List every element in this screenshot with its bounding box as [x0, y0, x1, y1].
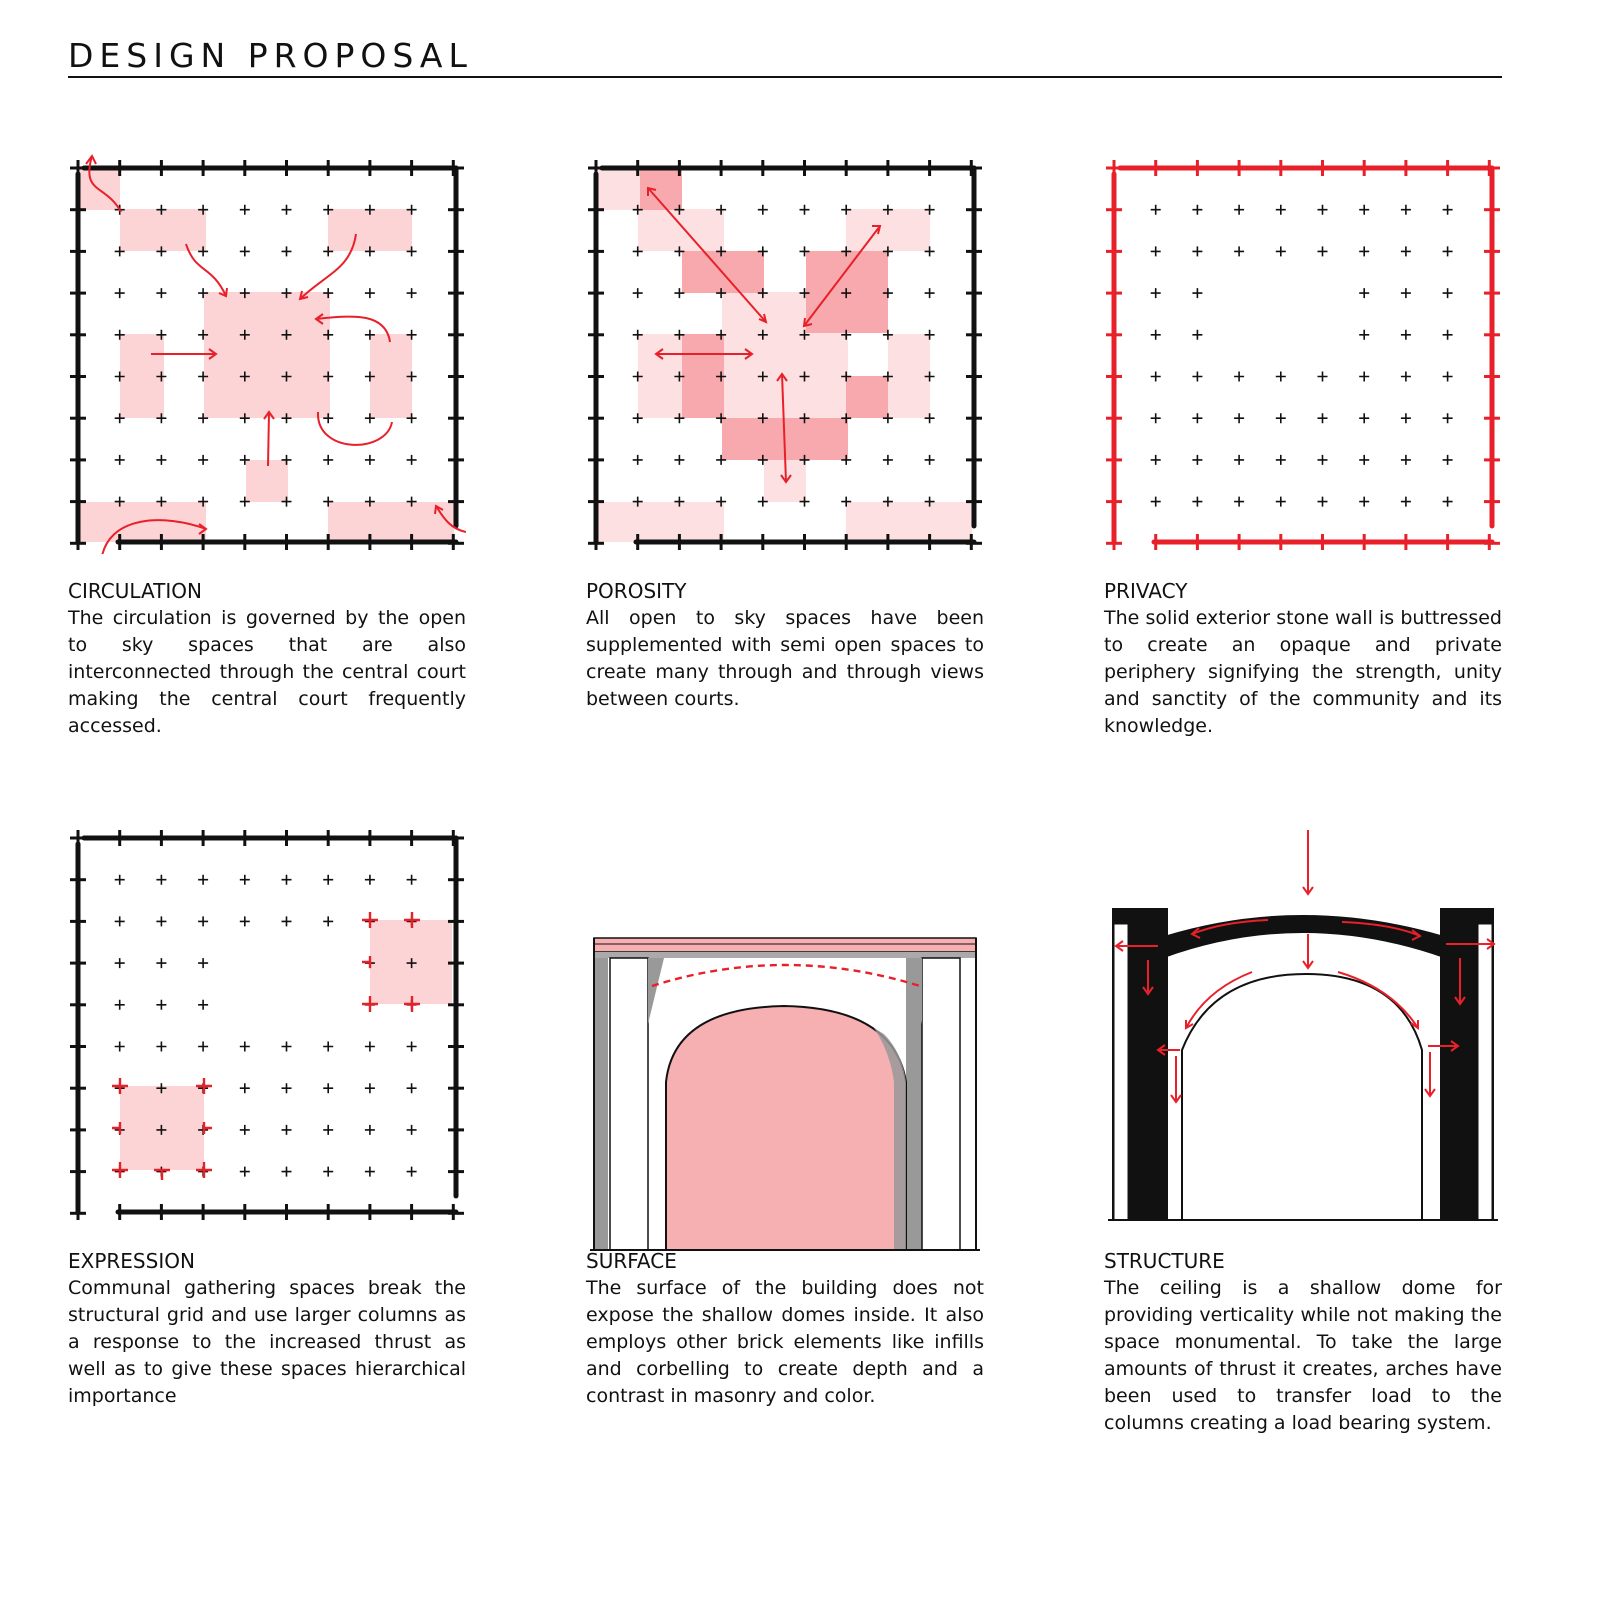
caption-expression	[68, 1248, 466, 1410]
caption-heading: CIRCULATION	[68, 579, 202, 603]
structure-section	[1102, 824, 1502, 1224]
caption-circulation	[68, 578, 466, 740]
corbel-band	[594, 938, 976, 952]
caption-structure	[1104, 1248, 1502, 1437]
caption-heading: POROSITY	[586, 579, 687, 603]
court-fill-group	[80, 166, 454, 542]
page-title: DESIGN PROPOSAL	[68, 36, 473, 75]
left-infill-shadow	[594, 958, 608, 1250]
caption-text: All open to sky spaces have been supplemented with semi open spaces to create many through and through views between courts.	[586, 607, 984, 710]
caption-surface	[586, 1248, 984, 1410]
caption-text: The surface of the building does not expose the shallow domes inside. It also employs other brick elements like infills and corbelling to create depth and a contrast in masonry and color.	[586, 1277, 984, 1407]
caption-porosity	[586, 578, 984, 713]
column-grid	[1151, 205, 1453, 507]
caption-text: The circulation is governed by the open to sky spaces that are also interconnected through the central court making the central court frequently accessed.	[68, 607, 466, 737]
caption-heading: STRUCTURE	[1104, 1249, 1225, 1273]
right-pier	[922, 958, 960, 1250]
caption-text: The solid exterior stone wall is buttressed to create an opaque and private periphery signifying the strength, unity and sanctity of the community and its knowledge.	[1104, 607, 1502, 737]
circulation-diagram	[66, 154, 466, 554]
arch-opening	[666, 1006, 906, 1250]
caption-text: Communal gathering spaces break the structural grid and use larger columns as a response to the increased thrust as well as to give these spaces hierarchical importance	[68, 1277, 466, 1407]
caption-heading: PRIVACY	[1104, 579, 1188, 603]
shallow-dome	[1164, 915, 1444, 958]
semi-open-fill-group	[598, 168, 972, 542]
expression-diagram	[66, 824, 466, 1224]
privacy-diagram	[1102, 154, 1502, 554]
surface-elevation	[584, 894, 984, 1294]
caption-text: The ceiling is a shallow dome for providing verticality while not making the space monumental. To take the large amounts of thrust it creates, arches have been used to transfer load to the columns creating a load bearing system.	[1104, 1277, 1502, 1434]
title-rule	[68, 76, 1502, 78]
caption-privacy	[1104, 578, 1502, 740]
caption-heading: SURFACE	[586, 1249, 677, 1273]
caption-heading: EXPRESSION	[68, 1249, 195, 1273]
hidden-dome-line	[652, 965, 920, 986]
left-pier	[610, 958, 648, 1250]
arch	[1182, 974, 1422, 1220]
porosity-diagram	[584, 154, 984, 554]
perimeter-wall	[1106, 160, 1500, 550]
